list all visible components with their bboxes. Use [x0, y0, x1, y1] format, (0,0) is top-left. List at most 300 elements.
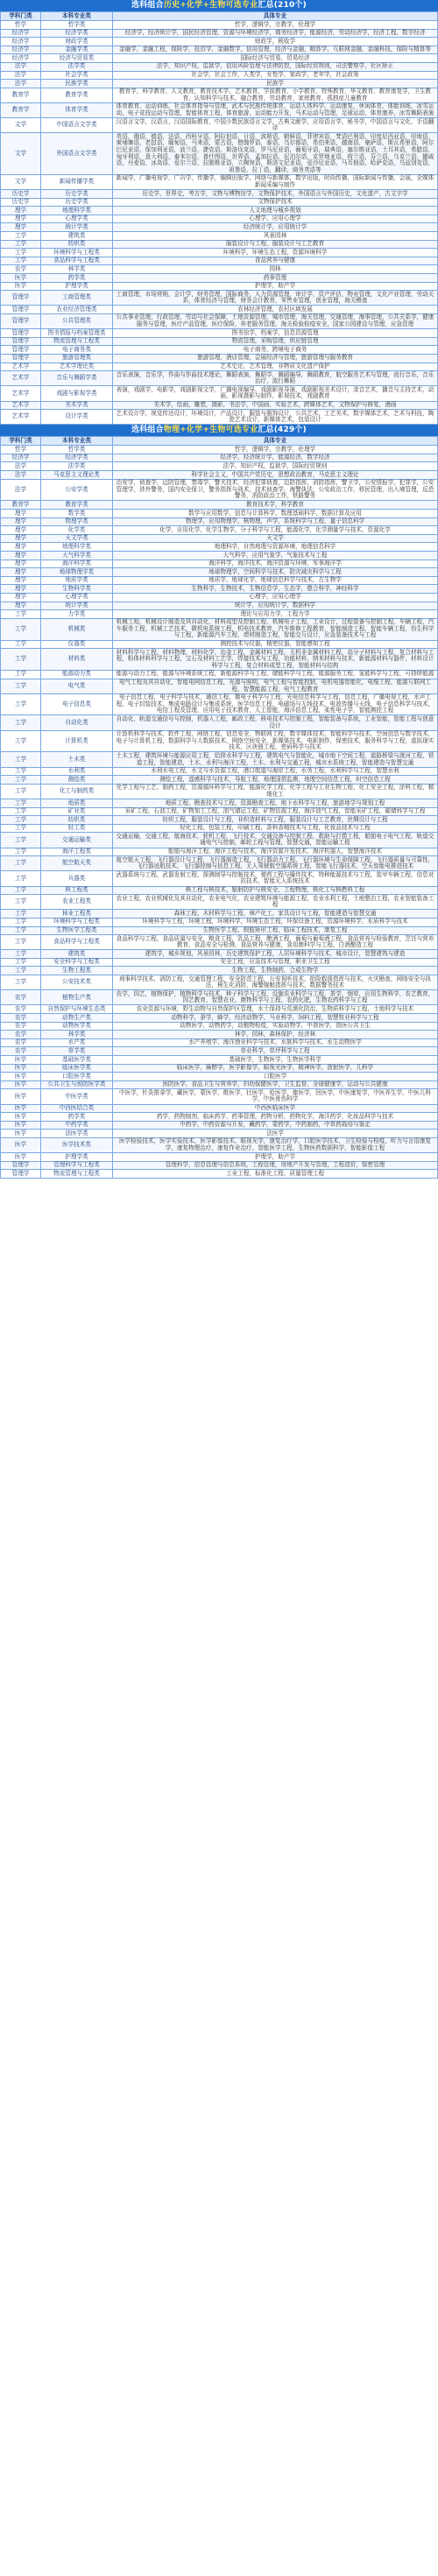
cell-class: 物流管理与工程类	[41, 337, 113, 346]
table-row	[1, 602, 438, 610]
cell-category: 医学	[1, 1137, 41, 1152]
table-row	[1, 274, 438, 283]
cell-category: 工学	[1, 807, 41, 816]
cell-class: 统计学类	[41, 223, 113, 232]
cell-category: 农学	[1, 1005, 41, 1014]
cell-majors: 美术学，绘画，雕塑，摄影，书法学，中国画，实验艺术，跨媒体艺术，文物保护与修复，漫画	[113, 401, 438, 410]
cell-majors: 口腔医学	[113, 1073, 438, 1081]
table-row	[1, 1113, 438, 1122]
table-body	[1, 446, 438, 1179]
cell-category: 管理学	[1, 354, 41, 362]
table-row	[1, 856, 438, 871]
cell-category: 工学	[1, 640, 41, 649]
cell-class: 中西医结合类	[41, 1104, 113, 1113]
cell-majors: 武器系统与工程，武器发射工程，探测制导与控制技术，弹药工程与爆炸技术，特种能源技术与工程，装甲车辆工程，信息对抗技术，智能无人系统技术	[113, 871, 438, 886]
cell-category: 工学	[1, 816, 41, 825]
cell-majors: 管理科学，信息管理与信息系统，工程管理，房地产开发与管理，工程造价，保密管理	[113, 1161, 438, 1170]
table-row	[1, 543, 438, 552]
cell-category: 工学	[1, 257, 41, 265]
cell-category: 管理学	[1, 337, 41, 346]
cell-category: 工学	[1, 886, 41, 895]
cell-class: 教育学类	[41, 88, 113, 102]
cell-category: 工学	[1, 918, 41, 926]
cell-class: 农业经济管理类	[41, 306, 113, 314]
cell-category: 法学	[1, 471, 41, 480]
cell-majors: 动物医学，动物药学，动植物检疫，实验动物学，中兽医学，兽医公共卫生	[113, 1022, 438, 1031]
cell-category: 艺术学	[1, 371, 41, 386]
table-row	[1, 462, 438, 471]
cell-majors: 食品营养与健康	[113, 257, 438, 265]
cell-class: 音乐与舞蹈学类	[41, 371, 113, 386]
cell-category: 法学	[1, 462, 41, 471]
header-majors: 具体专业	[113, 437, 438, 446]
title-highlight: 历史+化学+生物可选专业	[163, 1, 258, 10]
major-sheet	[0, 0, 438, 1179]
cell-category: 工学	[1, 784, 41, 799]
cell-class: 动物生产类	[41, 1014, 113, 1023]
table-row	[1, 232, 438, 241]
cell-class: 机械类	[41, 618, 113, 640]
cell-category: 工学	[1, 926, 41, 935]
cell-class: 经济与贸易类	[41, 54, 113, 63]
cell-majors: 土木工程，建筑环境与能源应用工程，给排水科学与工程，建筑电气与智能化，城市地下空间工程，道路桥梁与渡河工程，铁道工程，智能建造，土木、水利与海洋工程，土木、水利与交通工程，城市水系统工程，智能建造与智慧交通	[113, 752, 438, 767]
cell-category: 工学	[1, 833, 41, 848]
cell-class: 物理学类	[41, 517, 113, 526]
table-row	[1, 679, 438, 693]
table-row	[1, 102, 438, 117]
table-row	[1, 871, 438, 886]
cell-class: 力学类	[41, 610, 113, 619]
cell-category: 工学	[1, 752, 41, 767]
cell-class: 地球物理学类	[41, 568, 113, 577]
cell-category: 教育学	[1, 501, 41, 510]
cell-category: 理学	[1, 534, 41, 543]
cell-category: 医学	[1, 1080, 41, 1089]
cell-majors: 数学与应用数学，信息与计算科学，数理基础科学，数据计算及应用	[113, 510, 438, 518]
cell-class: 草学类	[41, 1047, 113, 1056]
table-row	[1, 526, 438, 535]
cell-category: 历史学	[1, 190, 41, 199]
cell-majors: 农业工程，农业机械化及其自动化，农业电气化，农业建筑环境与能源工程，农业水利工程，土地整治工程，农业智能装备工程	[113, 895, 438, 910]
cell-majors: 文物保护技术	[113, 198, 438, 207]
cell-category: 文学	[1, 133, 41, 175]
cell-category: 经济学	[1, 29, 41, 38]
cell-category: 法学	[1, 80, 41, 88]
cell-majors: 化学，应用化学，化学生物学，分子科学与工程，能源化学，化学测量学与技术，资源化学	[113, 526, 438, 535]
table-row	[1, 337, 438, 346]
cell-majors: 预防医学，食品卫生与营养学，妇幼保健医学，卫生监督，全球健康学，运动与公共健康	[113, 1080, 438, 1089]
cell-category: 医学	[1, 274, 41, 283]
cell-majors: 人文地理与城乡规划	[113, 207, 438, 215]
table-row	[1, 552, 438, 560]
cell-category: 哲学	[1, 446, 41, 454]
cell-class: 新闻传播学类	[41, 174, 113, 189]
cell-class: 药学类	[41, 274, 113, 283]
cell-category: 工学	[1, 967, 41, 975]
cell-class: 化学类	[41, 526, 113, 535]
table-row	[1, 371, 438, 386]
cell-majors: 新闻学，广播电视学，广告学，传播学，编辑出版学，网络与新媒体，数字出版，时尚传播，国际新闻与传播，会展，全媒体新闻采编与制作	[113, 174, 438, 189]
cell-majors: 教育学，科学教育，人文教育，教育技术学，艺术教育，学前教育，小学教育，特殊教育，华文教育，教育康复学，卫生教育，认知科学与技术，融合教育，劳动教育，家庭教育，孤独症儿童教育	[113, 88, 438, 102]
table-row	[1, 618, 438, 640]
cell-majors: 法学，知识产权，监狱学，信用风险管理与法律防控，国际经贸规则，司法警察学，社区矫正	[113, 62, 438, 71]
cell-majors: 刑事科学技术，消防工程，交通管理工程，安全防范工程，公安视听技术，抢险救援指挥与技术，火灾勘查，网络安全与执法，核生化消防，海警舰艇指挥与技术，数据警务技术	[113, 975, 438, 990]
cell-majors: 水利水电工程，水文与水资源工程，港口航道与海岸工程，水务工程，水利科学与工程，智慧水利	[113, 767, 438, 776]
cell-class: 轻工类	[41, 824, 113, 833]
cell-category: 农学	[1, 990, 41, 1005]
table-row	[1, 640, 438, 649]
cell-majors: 核工程与核技术，辐射防护与核安全，工程物理，核化工与核燃料工程	[113, 886, 438, 895]
table-row	[1, 1047, 438, 1056]
table-row	[1, 71, 438, 80]
cell-class: 土木类	[41, 752, 113, 767]
cell-category: 农学	[1, 1047, 41, 1056]
table-row	[1, 730, 438, 752]
cell-class: 哲学类	[41, 21, 113, 30]
cell-majors: 工业工程，标准化工程，质量管理工程	[113, 1170, 438, 1179]
cell-class: 体育学类	[41, 102, 113, 117]
cell-category: 工学	[1, 856, 41, 871]
cell-majors: 心理学，应用心理学	[113, 593, 438, 602]
table-row	[1, 118, 438, 133]
cell-majors: 环境科学，环境生态工程，资源环境科学	[113, 249, 438, 257]
cell-class: 安全科学与工程类	[41, 958, 113, 967]
cell-category: 理学	[1, 223, 41, 232]
cell-majors: 治安学，侦查学，边防管理，禁毒学，警犬技术，经济犯罪侦查，边防指挥，消防指挥，警卫学，公安情报学，犯罪学，公安管理学，涉外警务，国内安全保卫，警务指挥与战术，技术侦查学，海警执法，公安政治工作，移民管理，出入境管理，反恐警务，消防政治工作，铁路警务	[113, 479, 438, 501]
cell-class: 公安技术类	[41, 975, 113, 990]
table-row	[1, 776, 438, 785]
title-highlight: 物理+化学+生物可选专业	[163, 426, 258, 435]
table-row	[1, 910, 438, 918]
header-majors: 具体专业	[113, 12, 438, 21]
cell-class: 食品科学与工程类	[41, 257, 113, 265]
cell-majors: 测控技术与仪器，精密仪器，智能感知工程	[113, 640, 438, 649]
cell-class: 纺织类	[41, 816, 113, 825]
table-row	[1, 501, 438, 510]
cell-class: 矿业类	[41, 807, 113, 816]
cell-class: 林学类	[41, 1031, 113, 1039]
cell-category: 管理学	[1, 346, 41, 355]
cell-class: 地质类	[41, 799, 113, 808]
table-row	[1, 223, 438, 232]
cell-class: 能源动力类	[41, 670, 113, 679]
cell-class: 财政学类	[41, 38, 113, 46]
cell-majors: 电气工程及其自动化，智能电网信息工程，光源与照明，电气工程与智能控制，电机电器智能化，电缆工程，能源互联网工程，智慧能源工程，电气工程教育	[113, 679, 438, 693]
cell-class: 教育学类	[41, 501, 113, 510]
table-row	[1, 291, 438, 306]
table-row	[1, 265, 438, 274]
table-row	[1, 1161, 438, 1170]
table-header-row	[1, 12, 438, 21]
cell-majors: 采矿工程，石油工程，矿物加工工程，油气储运工程，矿物资源工程，海洋油气工程，智能采矿工程，碳储科学与工程	[113, 807, 438, 816]
cell-category: 艺术学	[1, 362, 41, 371]
cell-category: 理学	[1, 526, 41, 535]
cell-category: 管理学	[1, 291, 41, 306]
cell-majors: 动物科学，蚕学，蜂学，经济动物学，马业科学，饲料工程，智慧牧业科学与工程	[113, 1014, 438, 1023]
header-class: 本科专业类	[41, 437, 113, 446]
table-row	[1, 282, 438, 291]
cell-category: 工学	[1, 910, 41, 918]
cell-category: 工学	[1, 679, 41, 693]
cell-category: 农学	[1, 265, 41, 274]
cell-majors: 教育技术学，科学教育	[113, 501, 438, 510]
cell-class: 农业工程类	[41, 895, 113, 910]
cell-category: 管理学	[1, 1161, 41, 1170]
cell-class: 地质学类	[41, 576, 113, 585]
cell-class: 医学技术类	[41, 1137, 113, 1152]
cell-class: 历史学类	[41, 198, 113, 207]
cell-majors: 化学工程与工艺，制药工程，资源循环科学与工程，能源化学工程，化学工程与工业生物工程，化工安全工程，涂料工程，精细化工	[113, 784, 438, 799]
cell-class: 生物医学工程类	[41, 926, 113, 935]
cell-category: 文学	[1, 174, 41, 189]
cell-category: 经济学	[1, 454, 41, 462]
cell-category: 农学	[1, 1038, 41, 1047]
cell-majors: 经济学，经济统计学，能源经济，数字经济	[113, 454, 438, 462]
table-header-row	[1, 437, 438, 446]
cell-class: 材料类	[41, 649, 113, 671]
cell-category: 理学	[1, 585, 41, 594]
cell-category: 工学	[1, 975, 41, 990]
cell-majors: 科学社会主义，中国共产党历史，思想政治教育，马克思主义理论	[113, 471, 438, 480]
cell-class: 环境科学与工程类	[41, 918, 113, 926]
cell-category: 理学	[1, 552, 41, 560]
cell-category: 医学	[1, 1073, 41, 1081]
cell-category: 医学	[1, 1089, 41, 1104]
cell-majors: 计算机科学与技术，软件工程，网络工程，信息安全，物联网工程，数字媒体技术，智能科学与技术，空间信息与数字技术，电子与计算机工程，数据科学与大数据技术，网络空间安全，新媒体技术，电影制作，保密技术，服务科学与工程，虚拟现实技术，区块链工程，密码科学与技术	[113, 730, 438, 752]
cell-class: 心理学类	[41, 593, 113, 602]
cell-class: 数学类	[41, 510, 113, 518]
table-row	[1, 610, 438, 619]
cell-category: 法学	[1, 71, 41, 80]
cell-category: 文学	[1, 118, 41, 133]
table-row	[1, 1056, 438, 1065]
cell-class: 工商管理类	[41, 291, 113, 306]
cell-class: 环境科学与工程类	[41, 249, 113, 257]
table-row	[1, 824, 438, 833]
cell-class: 电气类	[41, 679, 113, 693]
cell-category: 工学	[1, 693, 41, 715]
cell-class: 中国语言文学类	[41, 118, 113, 133]
cell-category: 哲学	[1, 21, 41, 30]
cell-class: 航空航天类	[41, 856, 113, 871]
cell-category: 医学	[1, 1113, 41, 1122]
cell-majors: 海洋科学，海洋技术，海洋资源与环境，军事海洋学	[113, 560, 438, 568]
cell-majors: 艺术设计学，视觉传达设计，环境设计，产品设计，服装与服饰设计，公共艺术，工艺美术，数字媒体艺术，艺术与科技，陶瓷艺术设计，新媒体艺术，包装设计	[113, 410, 438, 425]
cell-category: 医学	[1, 1064, 41, 1073]
cell-class: 仪器类	[41, 640, 113, 649]
cell-majors: 药事管理	[113, 274, 438, 283]
cell-majors: 药学，药物制剂，临床药学，药事管理，药物分析，药物化学，海洋药学，化妆品科学与技术	[113, 1113, 438, 1122]
cell-majors: 交通运输，交通工程，航海技术，轮机工程，飞行技术，交通设备与控制工程，救助与打捞工程，船舶电子电气工程，轨道交通电气与控制，邮轮工程与管理，智慧交通，智能运输工程	[113, 833, 438, 848]
table-row	[1, 958, 438, 967]
cell-majors: 生物医学工程，假肢矫形工程，临床工程技术，康复工程	[113, 926, 438, 935]
table-row	[1, 1104, 438, 1113]
cell-majors: 哲学，逻辑学，宗教学，伦理学	[113, 446, 438, 454]
cell-class: 设计学类	[41, 410, 113, 425]
cell-category: 工学	[1, 950, 41, 959]
cell-majors: 林学，园林，森林保护，经济林	[113, 1031, 438, 1039]
cell-class: 自然保护与环境生态类	[41, 1005, 113, 1014]
cell-majors: 生物工程，生物制药，合成生物学	[113, 967, 438, 975]
cell-class: 管理科学与工程类	[41, 1161, 113, 1170]
cell-class: 公安学类	[41, 479, 113, 501]
table-row	[1, 80, 438, 88]
cell-majors: 金融学，金融工程，保险学，投资学，金融数学，信用管理，经济与金融，精算学，互联网金融，金融科技，保险与精算等	[113, 46, 438, 54]
cell-majors: 安全工程，应急技术与管理，职业卫生工程	[113, 958, 438, 967]
cell-majors: 农学，园艺，植物保护，植物科学与技术，种子科学与工程，设施农业科学与工程，茶学，烟草，应用生物科学，农艺教育，园艺教育，智慧农业，菌物科学与工程，农药化肥，生物农药科学与工程	[113, 990, 438, 1005]
cell-majors: 历史学，世界史，考古学，文物与博物馆学，文物保护技术，外国语言与外国历史，文化遗产，古文字学	[113, 190, 438, 199]
table-row	[1, 1073, 438, 1081]
cell-category: 艺术学	[1, 401, 41, 410]
cell-class: 纺织类	[41, 240, 113, 249]
section-title	[0, 425, 438, 436]
cell-class: 地理科学类	[41, 543, 113, 552]
cell-majors: 草业科学，草坪科学与工程	[113, 1047, 438, 1056]
cell-category: 理学	[1, 517, 41, 526]
cell-class: 大气科学类	[41, 552, 113, 560]
cell-class: 天文学类	[41, 534, 113, 543]
cell-majors: 英语，俄语，德语，法语，西班牙语，阿拉伯语，日语，波斯语，朝鲜语，菲律宾语，梵语巴利语，印度尼西亚语，印地语，柬埔寨语，老挝语，缅甸语，马来语，蒙古语，僧伽罗语，泰语，乌尔都语，希伯来语，越南语，豪萨语，斯瓦希里语，阿尔巴尼亚语，保加利亚语，波兰语，捷克语，斯洛伐克语，罗马尼亚语，葡萄牙语，瑞典语，塞尔维亚语，土耳其语，希腊语，匈牙利语，意大利语，泰米尔语，普什图语，世界语，孟加拉语，尼泊尔语，克罗地亚语，荷兰语，芬兰语，乌克兰语，挪威语，丹麦语，冰岛语，爱尔兰语，拉脱维亚语，立陶宛语，斯洛文尼亚语，爱沙尼亚语，马耳他语，哈萨克语，乌兹别克语，祖鲁语，拉丁语，翻译，商务英语等	[113, 133, 438, 175]
table-row	[1, 1005, 438, 1014]
cell-class: 海洋工程类	[41, 848, 113, 856]
cell-majors: 国际经济与贸易，贸易经济	[113, 54, 438, 63]
cell-class: 民族学类	[41, 80, 113, 88]
cell-class: 水利类	[41, 767, 113, 776]
section-title	[0, 0, 438, 11]
cell-class: 口腔医学类	[41, 1073, 113, 1081]
cell-category: 理学	[1, 568, 41, 577]
cell-majors: 护理学，助产学	[113, 282, 438, 291]
table-row	[1, 918, 438, 926]
section-history-chem-bio	[0, 0, 438, 425]
cell-class: 戏剧与影视学类	[41, 386, 113, 401]
table-row	[1, 895, 438, 910]
cell-category: 医学	[1, 1121, 41, 1130]
table-row	[1, 990, 438, 1005]
cell-category: 工学	[1, 730, 41, 752]
cell-category: 理学	[1, 560, 41, 568]
table-row	[1, 848, 438, 856]
cell-class: 地理科学类	[41, 207, 113, 215]
table-row	[1, 354, 438, 362]
cell-majors: 园林	[113, 265, 438, 274]
cell-majors: 物理学，应用物理学，核物理，声学，系统科学与工程，量子信息科学	[113, 517, 438, 526]
table-row	[1, 329, 438, 338]
cell-class: 历史学类	[41, 190, 113, 199]
table-row	[1, 207, 438, 215]
table-row	[1, 510, 438, 518]
table-row	[1, 1089, 438, 1104]
table-row	[1, 62, 438, 71]
cell-category: 工学	[1, 824, 41, 833]
table-row	[1, 198, 438, 207]
cell-category: 农学	[1, 1022, 41, 1031]
table-row	[1, 1064, 438, 1073]
cell-category: 工学	[1, 610, 41, 619]
cell-class: 海洋科学类	[41, 560, 113, 568]
table-row	[1, 926, 438, 935]
cell-category: 医学	[1, 282, 41, 291]
table-row	[1, 88, 438, 102]
table-row	[1, 471, 438, 480]
title-prefix: 选科组合	[131, 1, 164, 10]
cell-category: 教育学	[1, 102, 41, 117]
cell-category: 工学	[1, 240, 41, 249]
cell-class: 电子商务类	[41, 346, 113, 355]
cell-majors: 食品科学与工程，食品质量与安全，粮食工程，乳品工程，酿酒工程，葡萄与葡萄酒工程，食品营养与检验教育，烹饪与营养教育，食品安全与检测，食品营养与健康，食用菌科学与工程，白酒酿造工程	[113, 935, 438, 950]
cell-majors: 建筑学，城乡规划，风景园林，历史建筑保护工程，人居环境科学与技术，城市设计，智慧建筑与建造	[113, 950, 438, 959]
cell-class: 生物工程类	[41, 967, 113, 975]
cell-category: 医学	[1, 1153, 41, 1162]
title-suffix: 汇总(429个)	[258, 426, 307, 435]
cell-class: 经济学类	[41, 29, 113, 38]
cell-majors: 工商管理，市场营销，会计学，财务管理，国际商务，人力资源管理，审计学，资产评估，物业管理，文化产业管理，劳动关系，体育经济与管理，财务会计教育，零售业管理，创业管理，海关稽查	[113, 291, 438, 306]
cell-category: 法学	[1, 62, 41, 71]
cell-majors: 风景园林	[113, 232, 438, 241]
table-row	[1, 479, 438, 501]
cell-majors: 中西医临床医学	[113, 1104, 438, 1113]
cell-class: 马克思主义理论类	[41, 471, 113, 480]
cell-category: 工学	[1, 715, 41, 730]
table-row	[1, 935, 438, 950]
cell-majors: 艺术史论，艺术管理，非物质文化遗产保护	[113, 362, 438, 371]
cell-majors: 水产养殖学，海洋渔业科学与技术，水族科学与技术，水生动物医学	[113, 1038, 438, 1047]
table-row	[1, 21, 438, 30]
header-category: 学科门类	[1, 437, 41, 446]
cell-category: 经济学	[1, 38, 41, 46]
cell-majors: 社会学，社会工作，人类学，女性学，家政学，老年学，社会政策	[113, 71, 438, 80]
cell-class: 基础医学类	[41, 1056, 113, 1065]
cell-majors: 农林经济管理，农村区域发展	[113, 306, 438, 314]
cell-class: 建筑类	[41, 950, 113, 959]
table-row	[1, 975, 438, 990]
table-row	[1, 670, 438, 679]
cell-class: 图书情报与档案管理类	[41, 329, 113, 338]
cell-class: 护理学类	[41, 282, 113, 291]
cell-category: 理学	[1, 510, 41, 518]
cell-majors: 统计学，应用统计学，数据科学	[113, 602, 438, 610]
cell-category: 管理学	[1, 306, 41, 314]
cell-class: 核工程类	[41, 886, 113, 895]
cell-category: 管理学	[1, 313, 41, 328]
title-prefix: 选科组合	[131, 426, 164, 435]
cell-class: 中药学类	[41, 1121, 113, 1130]
table-row	[1, 240, 438, 249]
cell-class: 美术学类	[41, 401, 113, 410]
table-row	[1, 799, 438, 808]
table-row	[1, 29, 438, 38]
cell-class: 公共管理类	[41, 313, 113, 328]
cell-majors: 哲学，逻辑学，宗教学，伦理学	[113, 21, 438, 30]
cell-class: 中医学类	[41, 1089, 113, 1104]
header-category: 学科门类	[1, 12, 41, 21]
cell-majors: 音乐表演，音乐学，作曲与作曲技术理论，舞蹈表演，舞蹈学，舞蹈编导，舞蹈教育，航空服务艺术与管理，流行音乐，音乐治疗，流行舞蹈	[113, 371, 438, 386]
table-row	[1, 1022, 438, 1031]
table-row	[1, 190, 438, 199]
table-row	[1, 401, 438, 410]
table-row	[1, 313, 438, 328]
cell-category: 管理学	[1, 329, 41, 338]
cell-category: 工学	[1, 776, 41, 785]
cell-class: 食品科学与工程类	[41, 935, 113, 950]
table-row	[1, 833, 438, 848]
table-row	[1, 386, 438, 401]
cell-class: 金融学类	[41, 46, 113, 54]
cell-class: 法学类	[41, 62, 113, 71]
cell-majors: 地质学，地球化学，地球信息科学与技术，古生物学	[113, 576, 438, 585]
cell-majors: 能源与动力工程，能源与环境系统工程，新能源科学与工程，储能科学与工程，能源服务工程，氢能科学与工程，可持续能源	[113, 670, 438, 679]
cell-majors: 大气科学，应用气象学，气象技术与工程	[113, 552, 438, 560]
